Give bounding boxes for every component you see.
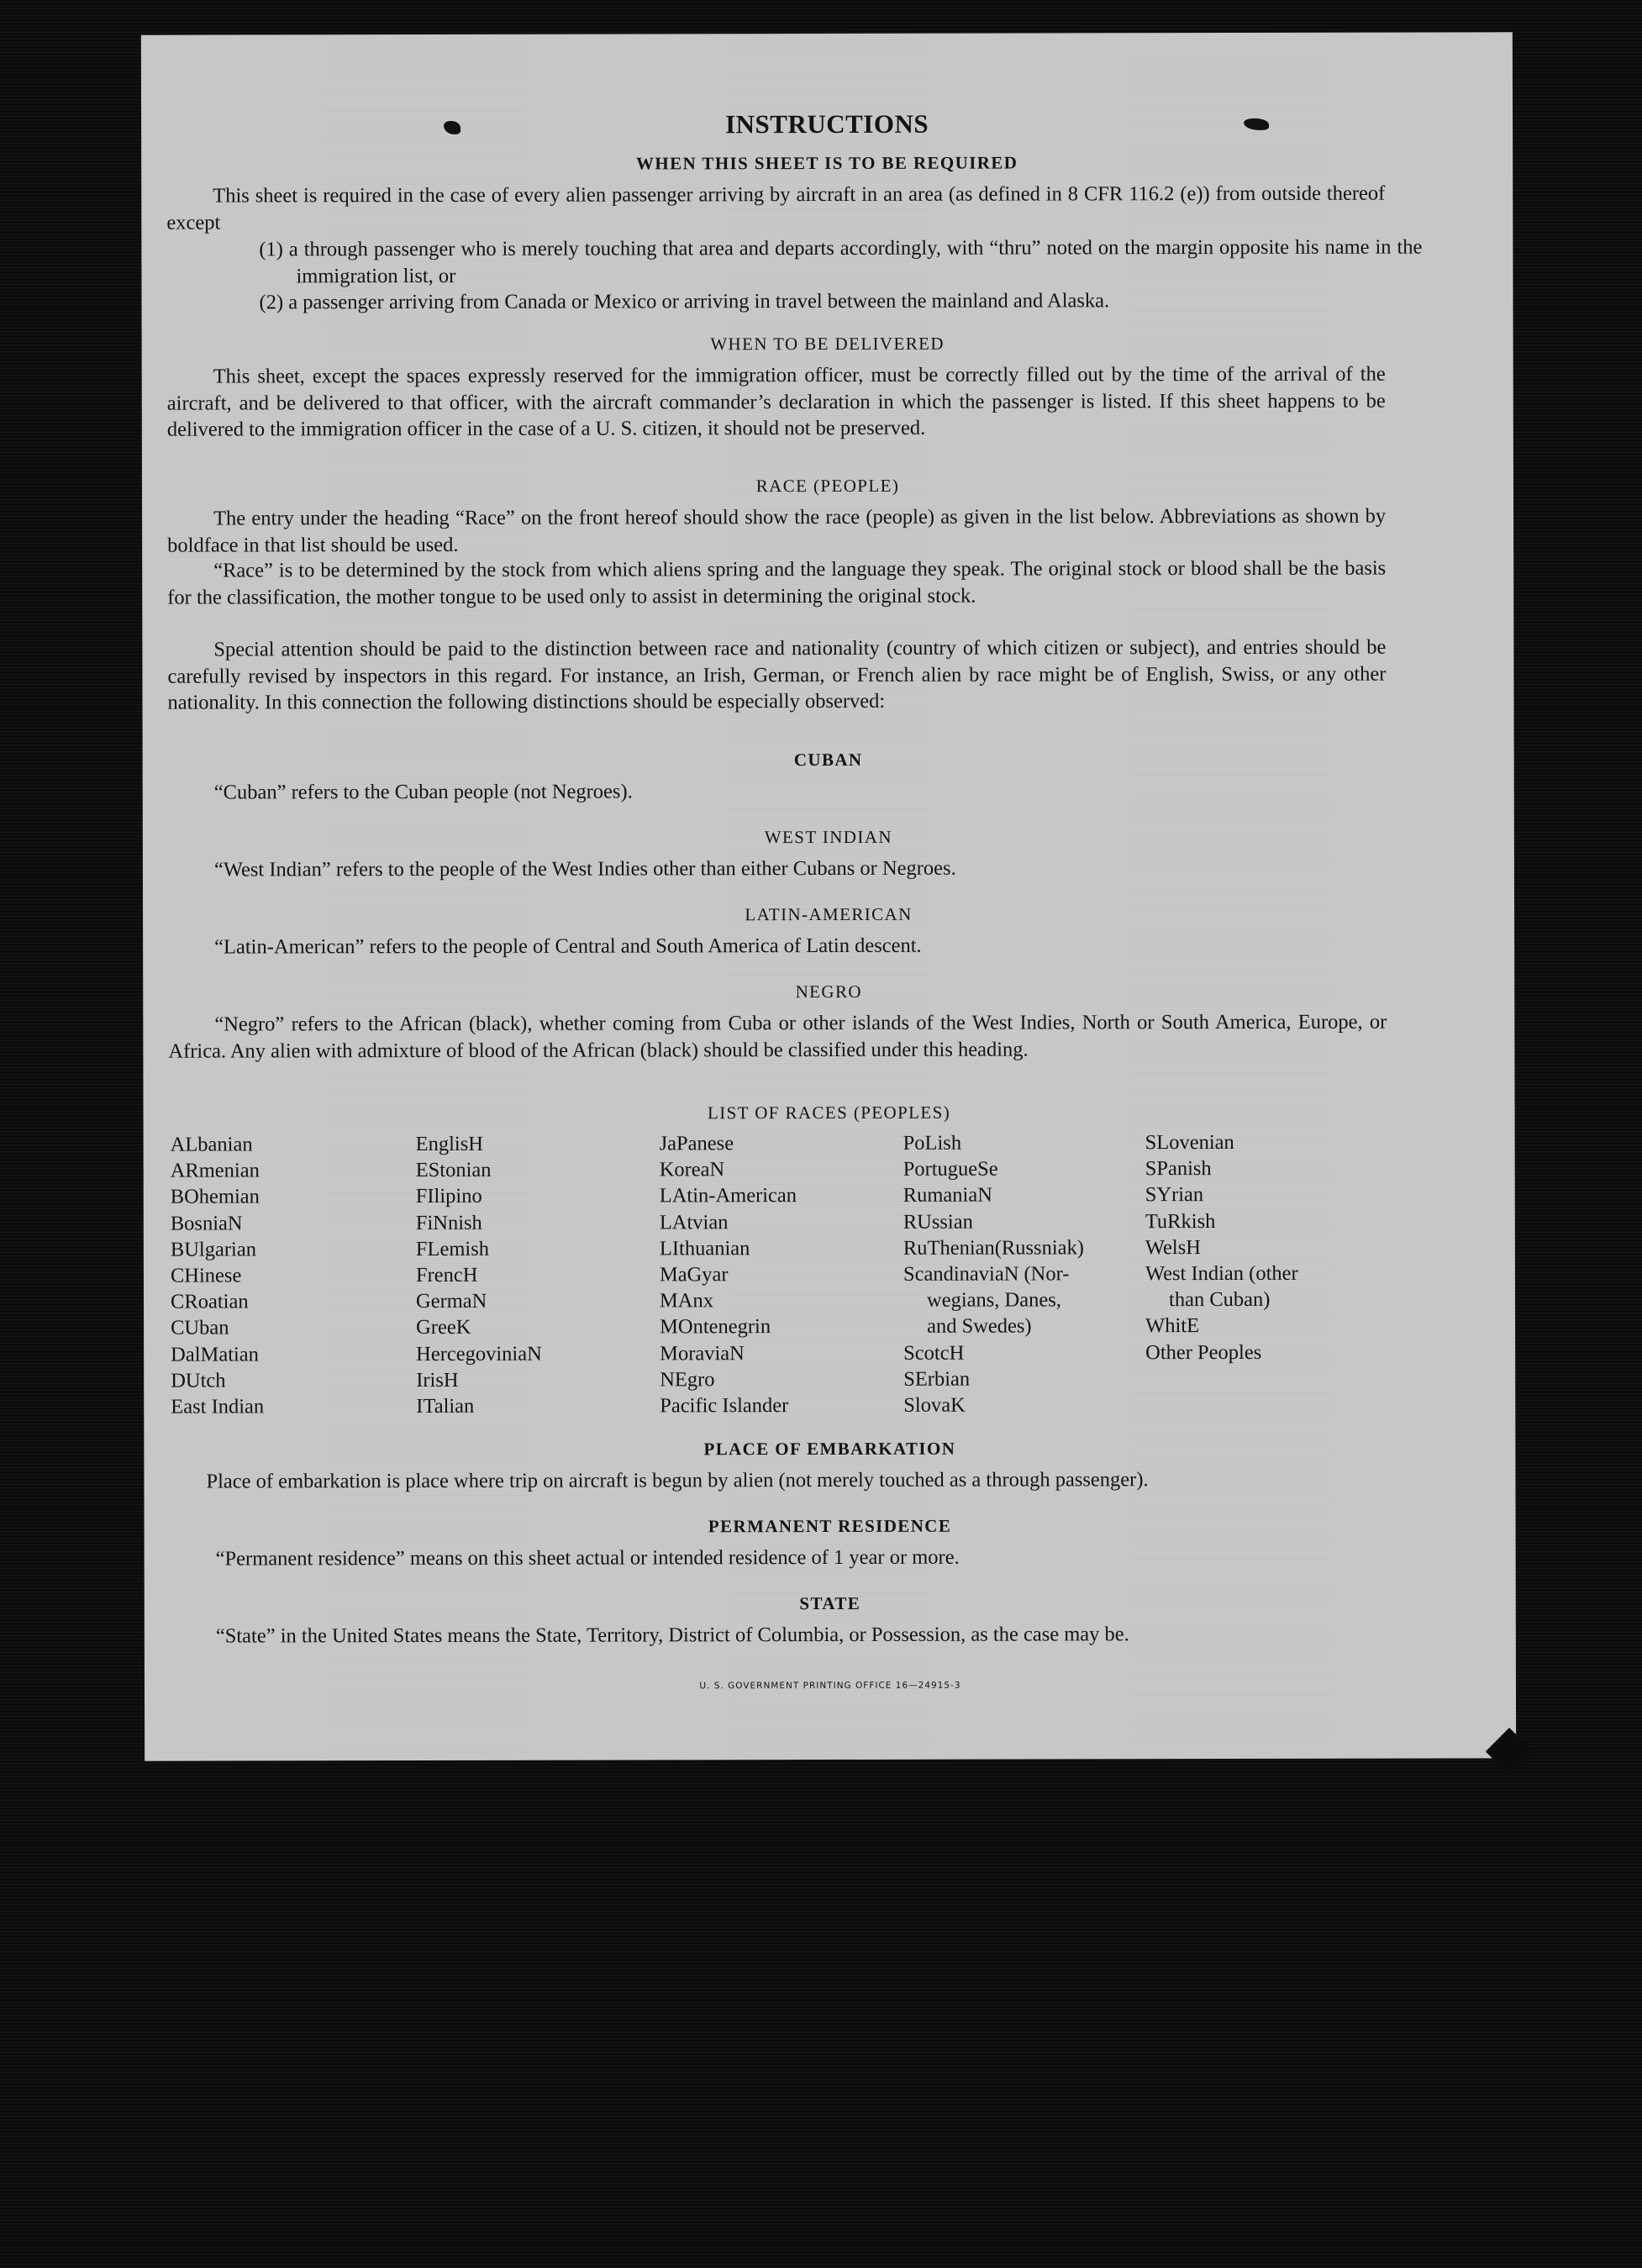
race-column-4 (903, 1129, 1146, 1418)
page-title: INSTRUCTIONS (725, 108, 929, 139)
race-item: and Swedes) (927, 1314, 1032, 1339)
race-item: West Indian (other (1145, 1261, 1298, 1286)
paragraph-when-delivered: This sheet, except the spaces expressly reserved for the immigration officer, must be correctly filled out by the time of the arrival of the aircraft, and be delivered to that officer, with the aircraft commander’s declaration in which the passenger is listed. If this sheet happens to be delivered to the immigration officer in the case of a U. S. citizen, it should not be preserved. (166, 362, 1386, 441)
paragraph-when-required: This sheet is required in the case of every alien passenger arriving by aircraft in an area (as defined in 8 CFR 116.2 (e)) from outside thereof except (166, 182, 1386, 234)
race-item: than Cuban) (1168, 1288, 1271, 1312)
heading-list-of-races: LIST OF RACES (PEOPLES) (707, 1102, 951, 1123)
race-item: CRoatian (170, 1290, 249, 1313)
paragraph-place-of-embarkation: Place of embarkation is place where trip on aircraft is begun by alien (not merely touched as a through passenger). (206, 1468, 1149, 1493)
race-item: East Indian (171, 1395, 265, 1418)
race-list (171, 1129, 1415, 1420)
heading-when-delivered: WHEN TO BE DELIVERED (710, 333, 945, 355)
race-item: LIthuanian (659, 1237, 750, 1260)
race-item: PortugueSe (903, 1157, 998, 1181)
heading-place-of-embarkation: PLACE OF EMBARKATION (703, 1438, 956, 1460)
race-item: FIlipino (415, 1185, 482, 1208)
race-column-2 (416, 1130, 660, 1419)
race-item: HercegoviniaN (416, 1342, 542, 1366)
race-item: GreeK (416, 1316, 471, 1339)
race-item: EStonian (415, 1159, 492, 1182)
race-item: BosniaN (170, 1212, 243, 1235)
race-item: ScotcH (903, 1341, 965, 1365)
race-column-5 (1145, 1129, 1398, 1418)
race-column-3 (660, 1130, 904, 1419)
paragraph-state: “State” in the United States means the State, Territory, District of Columbia, or Possession, as the case may be. (215, 1623, 1129, 1648)
race-item: TuRkish (1145, 1209, 1216, 1233)
race-item: wegians, Danes, (926, 1288, 1061, 1312)
race-item: SLovenian (1145, 1130, 1234, 1155)
race-item: GermaN (415, 1290, 487, 1313)
race-item: SlovaK (903, 1393, 966, 1417)
printing-office-imprint: U. S. GOVERNMENT PRINTING OFFICE 16—24915-3 (699, 1680, 961, 1692)
race-item: BOhemian (170, 1185, 260, 1209)
race-item: ScandinaviaN (Nor- (903, 1262, 1070, 1286)
race-item: DUtch (171, 1369, 226, 1392)
paragraph-cuban: “Cuban” refers to the Cuban people (not Negroes). (213, 780, 633, 804)
paragraph-race-2: “Race” is to be determined by the stock from which aliens spring and the language they speak. The original stock or blood shall be the basis for the classification, the mother tongue to be used only to assist in determining the original stock. (167, 556, 1387, 609)
folded-corner (1486, 1728, 1534, 1776)
race-item: FiNnish (415, 1211, 482, 1234)
heading-race: RACE (PEOPLE) (755, 475, 900, 497)
race-item: RuThenian(Russniak) (903, 1236, 1084, 1260)
race-item: LAtvian (659, 1210, 729, 1234)
race-item: KoreaN (659, 1158, 725, 1181)
race-item: FLemish (415, 1237, 490, 1260)
race-item: WhitE (1145, 1314, 1200, 1338)
race-item: Pacific Islander (660, 1394, 789, 1418)
race-item: RUssian (903, 1210, 973, 1234)
paragraph-race-1: The entry under the heading “Race” on the front hereof should show the race (people) as given in the list below. Abbreviations as shown by boldface in that list should be used. (167, 504, 1387, 557)
paragraph-west-indian: “West Indian” refers to the people of the West Indies other than either Cubans or Negroes. (213, 856, 956, 881)
race-item: MaGyar (659, 1263, 729, 1287)
heading-permanent-residence: PERMANENT RESIDENCE (708, 1515, 952, 1537)
race-item: PoLish (903, 1131, 962, 1155)
race-item: SPanish (1145, 1157, 1212, 1181)
race-item: LAtin-American (659, 1184, 797, 1208)
paragraph-race-3: Special attention should be paid to the distinction between race and nationality (country of which citizen or subject), and entries should be carefully revised by inspectors in this regard. For instance, an Irish, German, or French alien by race might be of English, Swiss, or any other nationality. In this connection the following distinctions should be especially observed: (167, 635, 1387, 714)
paragraph-permanent-residence: “Permanent residence” means on this sheet actual or intended residence of 1 year or more. (215, 1545, 960, 1571)
race-item: IrisH (416, 1368, 459, 1392)
heading-when-required: WHEN THIS SHEET IS TO BE REQUIRED (635, 152, 1018, 174)
race-item: RumaniaN (903, 1183, 992, 1208)
race-column-1 (171, 1131, 417, 1420)
heading-west-indian: WEST INDIAN (764, 826, 892, 848)
race-item: ALbanian (170, 1133, 253, 1156)
race-item: BUlgarian (170, 1238, 256, 1261)
race-item: DalMatian (171, 1343, 259, 1366)
paragraph-latin-american: “Latin-American” refers to the people of Central and South America of Latin descent. (214, 934, 922, 959)
race-item: CHinese (170, 1264, 242, 1287)
race-item: MAnx (659, 1289, 714, 1313)
heading-latin-american: LATIN-AMERICAN (745, 903, 913, 925)
heading-state: STATE (799, 1592, 861, 1614)
race-item: EnglisH (415, 1132, 483, 1156)
race-item: JaPanese (659, 1132, 734, 1155)
race-item: NEgro (660, 1368, 715, 1392)
heading-negro: NEGRO (795, 981, 862, 1002)
exception-item-2: (2) a passenger arriving from Canada or Mexico or arriving in travel between the mainland and Alaska. (259, 289, 1110, 314)
race-item: WelsH (1145, 1235, 1201, 1260)
race-item: MoraviaN (660, 1341, 745, 1366)
race-item: ITalian (416, 1394, 475, 1418)
race-item: SErbian (903, 1367, 971, 1391)
paragraph-negro: “Negro” refers to the African (black), whether coming from Cuba or other islands of the West Indies, North or South America, Europe, or Africa. Any alien with admixture of blood of the African (black) should be classified under this heading. (168, 1010, 1387, 1063)
document-sheet (141, 32, 1516, 1760)
race-item: SYrian (1145, 1183, 1204, 1207)
exception-item-1: (1) a through passenger who is merely touching that area and departs accordingly, with “thru” noted on the margin opposite his name in the immigration list, or (259, 235, 1423, 287)
race-item: CUban (171, 1316, 229, 1340)
race-item: MOntenegrin (660, 1315, 771, 1339)
heading-cuban: CUBAN (793, 749, 863, 771)
race-item: Other Peoples (1145, 1340, 1262, 1364)
race-item: FrencH (415, 1263, 478, 1287)
race-item: ARmenian (170, 1159, 260, 1182)
